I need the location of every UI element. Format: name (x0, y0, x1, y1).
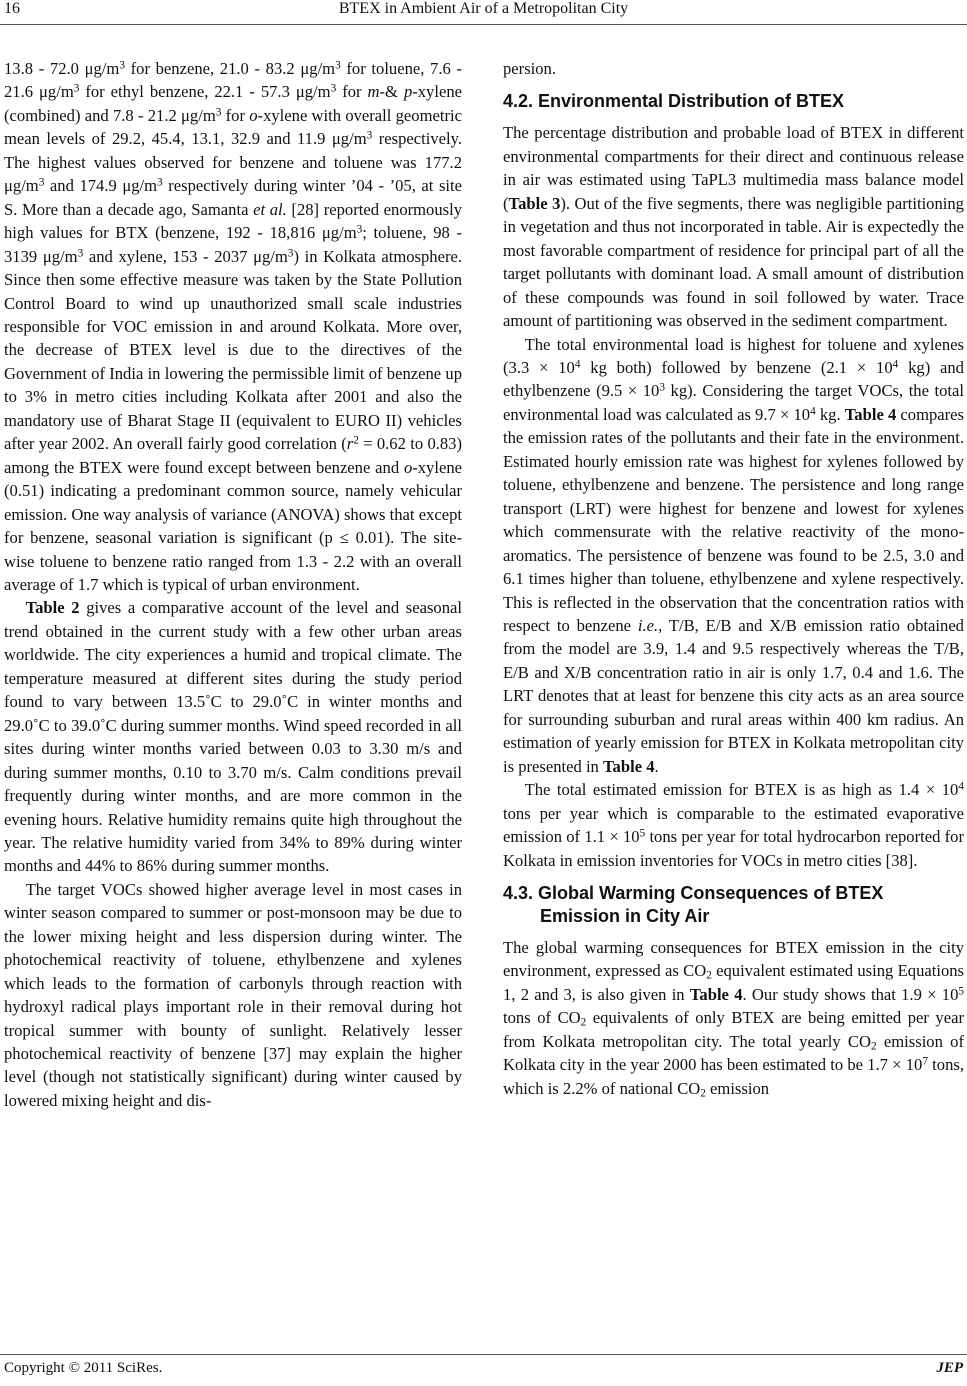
paragraph (4, 57, 462, 596)
text-run: tons per year which is comparable to the estimated evaporative emission of 1.1 × 10 (503, 803, 964, 847)
section-heading (503, 882, 964, 928)
text-run: kg) and ethylbenzene (9.5 × 10 (503, 357, 964, 401)
text-run: ). Out of the five segments, there was negligible partitioning in vegetation and thus not incorporated in table. Air is expectedly the most favorable compartment of residence for principal part of all the target pollutants with dominant load. A small amount of distribution of these compounds was found in soil followed by water. Trace amount of partitioning was observed in the sediment compartment. (503, 193, 964, 331)
text-bold: Table 4 (689, 984, 743, 1004)
text-italic: o (403, 457, 413, 477)
text-italic: p (403, 82, 413, 102)
text-run: kg). Considering the target VOCs, the total environmental load was calculated as 9.7 × 10 (503, 381, 964, 424)
text-run: The total estimated emission for BTEX is as high as 1.4 × 10 (524, 780, 959, 800)
text-run: 13.8 - 72.0 μg/m (4, 59, 120, 78)
text-run: -xylene (combined) and 7.8 - 21.2 μg/m (4, 82, 462, 125)
paragraph (4, 878, 462, 1113)
left-column (4, 57, 462, 1112)
text-run: ) in Kolkata atmosphere. Since then some effective measure was taken by the State Pollution Control Board to wind up unauthorized small scale industries responsible for VOC emission in and around Kolkata. More over, the decrease of BTEX level is due to the directives of the Government of India in lowering the permissible limit of benzene up to 3% in metro cities including Kolkata after 2001 and also the mandatory use of Bharat Stage II (equivalent to EURO II) vehicles after year 2002. An overall fairly good correlation ( (4, 246, 463, 454)
text-subscript: 2 (706, 969, 712, 982)
text-bold: Table 2 (25, 598, 80, 618)
running-header: BTEX in Ambient Air of a Metropolitan City (338, 0, 629, 17)
text-italic: o (249, 105, 258, 125)
paragraph (503, 121, 964, 332)
text-run: [28] reported enormously high values for BTX (benzene, 192 - 18,816 μg/m (4, 199, 463, 243)
text-superscript: 3 (119, 59, 125, 72)
text-run: tons per year for total hydrocarbon reported for Kolkata in emission inventories for VOCs in metro cities [38]. (503, 827, 964, 870)
right-column (503, 57, 964, 1100)
text-run: for ethyl benzene, 22.1 - 57.3 μg/m (79, 82, 331, 102)
text-superscript: 3 (366, 129, 373, 142)
text-run: -xylene (0.51) indicating a predominant common source, namely vehicular emission. One way analysis of variance (ANOVA) shows that except for benzene, seasonal variation is significant (p ≤ 0.01). The site-wise toluene to benzene ratio ranged from 1.3 - 2.2 with an overall average of 1.7 which is typical of urban environment. (4, 457, 462, 594)
section-heading-line: Emission in City Air (540, 905, 710, 926)
text-run: respectively. The highest values observed for benzene and toluene was 177.2 μg/m (4, 129, 462, 196)
text-run: . Our study shows that 1.9 × 10 (742, 984, 959, 1004)
text-superscript: 4 (958, 780, 964, 793)
text-superscript: 3 (77, 246, 84, 259)
text-italic: et al. (253, 199, 287, 219)
paragraph (503, 778, 964, 872)
text-superscript: 3 (38, 176, 45, 189)
text-run: tons of CO (503, 1008, 581, 1028)
text-run: ; toluene, 98 - 3139 μg/m (4, 223, 462, 266)
text-run: . (654, 756, 659, 776)
text-run: for (336, 82, 368, 102)
text-italic: i.e. (637, 615, 659, 635)
text-run: compares the emission rates of the pollutants and their fate in the environment. Estimated hourly emission rate was highest for xylenes followed by toluene, ethylbenzene and benzene. The persistence and long range transport (LRT) were highest for benzene and lowest for xylenes which commensurate with the relative reactivity of the mono-aromatics. The persistence of benzene was found to be 2.5, 3.0 and 6.1 times higher than toluene, ethylbenzene and xylene respectively. This is reflected in the observation that the concentration ratios with respect to benzene (503, 404, 964, 635)
text-subscript: 2 (700, 1087, 706, 1100)
text-run: and 174.9 μg/m (44, 176, 158, 196)
text-italic: r (346, 434, 354, 454)
text-run: The percentage distribution and probable load of BTEX in different environmental compartments for their direct and continuous release in air was estimated using TaPL3 multimedia mass balance model ( (503, 123, 964, 213)
text-subscript: 2 (580, 1016, 587, 1029)
text-superscript: 5 (639, 827, 646, 840)
text-run: The target VOCs showed higher average level in most cases in winter season compared to summer or post-monsoon may be due to the lower mixing height and less dispersion during winter. The photochemical reactivity of toluene, ethylbenzene and xylenes which leads to the formation of carbonyls through reaction with hydroxyl radical plays important role in their removal during hot tropical summer with bounty of sunlight. Relatively lesser photochemical reactivity of benzene [37] may explain the higher level (though not statistically significant) during winter caused by lowered mixing height and dis- (4, 879, 462, 1110)
text-superscript: 3 (287, 246, 294, 259)
text-run: equivalent estimated using Equations 1, 2 and 3, is also given in (503, 961, 965, 1004)
text-superscript: 3 (73, 82, 80, 95)
text-bold: Table 4 (603, 756, 655, 776)
text-bold: Table 4 (844, 404, 897, 424)
text-run: The total environmental load is highest for toluene and xylenes (3.3 × 10 (503, 334, 964, 377)
text-run: and xylene, 153 - 2037 μg/m (83, 246, 288, 266)
text-bold: Table 3 (508, 193, 561, 213)
section-heading-line: 4.3. Global Warming Consequences of BTEX (503, 882, 884, 903)
text-superscript: 3 (330, 82, 337, 95)
text-superscript: 7 (922, 1055, 928, 1068)
text-superscript: 3 (659, 381, 665, 394)
text-italic: m (367, 82, 380, 102)
header-divider (0, 24, 967, 25)
footer-copyright: Copyright © 2011 SciRes. (4, 1360, 163, 1376)
text-run: = 0.62 to 0.83) among the BTEX were found except between benzene and (4, 434, 463, 477)
text-run: persion. (503, 59, 556, 78)
text-run: equivalents of only BTEX are being emitted per year from Kolkata metropolitan city. The total yearly CO (503, 1008, 964, 1051)
text-run: , T/B, E/B and X/B emission ratio obtained from the model are 3.9, 1.4 and 9.5 respectively whereas the T/B, E/B and X/B concentration ratio in air is only 1.7, 0.4 and 1.6. The LRT denotes that at least for benzene this city acts as an area source for surrounding suburban and rural areas within 400 km radius. An estimation of yearly emission for BTEX in Kolkata metropolitan city is presented in (503, 615, 964, 776)
footer-journal: JEP (936, 1360, 963, 1376)
text-run: tons, which is 2.2% of national CO (503, 1055, 964, 1098)
text-run: respectively during winter ’04 - ’05, at site S. More than a decade ago, Samanta (4, 176, 462, 219)
text-superscript: 4 (574, 358, 581, 371)
text-run: emission (705, 1078, 770, 1098)
text-superscript: 4 (810, 405, 816, 418)
text-run: kg. (815, 404, 845, 424)
text-superscript: 2 (353, 434, 359, 447)
paragraph (4, 596, 462, 877)
text-subscript: 2 (870, 1040, 877, 1053)
text-superscript: 3 (356, 223, 363, 236)
text-superscript: 3 (157, 176, 163, 189)
text-run: -xylene with overall geometric mean levels of 29.2, 45.4, 13.1, 32.9 and 11.9 μg/m (4, 105, 462, 149)
text-run: kg both) followed by benzene (2.1 × 10 (580, 357, 893, 377)
text-superscript: 3 (335, 59, 341, 72)
page-number: 16 (4, 0, 20, 17)
text-superscript: 4 (892, 358, 899, 371)
paragraph (503, 57, 964, 80)
paragraph (503, 936, 964, 1100)
text-superscript: 3 (215, 106, 222, 119)
text-run: The global warming consequences for BTEX emission in the city environment, expressed as CO (503, 937, 964, 981)
text-run: for (221, 105, 250, 125)
paragraph (503, 333, 964, 779)
text-superscript: 5 (958, 985, 965, 998)
footer-divider (0, 1354, 967, 1355)
text-run: gives a comparative account of the level and seasonal trend obtained in the current study with a few other urban areas worldwide. The city experiences a humid and tropical climate. The temperature measured at different sites during the study period found to vary between 13.5˚C to 29.0˚C in winter months and 29.0˚C to 39.0˚C during summer months. Wind speed recorded in all sites during winter months varied between 0.03 to 3.30 m/s and during summer months, 0.10 to 3.70 m/s. Calm conditions prevail frequently during winter months, and are more common in the evening hours. Relative humidity remains quite high throughout the year. The relative humidity varied from 34% to 89% during winter months and 44% to 86% during summer months. (4, 598, 462, 876)
text-run: for toluene, 7.6 - 21.6 μg/m (4, 59, 462, 102)
text-run: for benzene, 21.0 - 83.2 μg/m (124, 59, 336, 78)
text-run: emission of Kolkata city in the year 2000 has been estimated to be 1.7 × 10 (503, 1031, 965, 1075)
section-heading: 4.2. Environmental Distribution of BTEX (503, 91, 845, 112)
text-run: -& (379, 82, 404, 102)
